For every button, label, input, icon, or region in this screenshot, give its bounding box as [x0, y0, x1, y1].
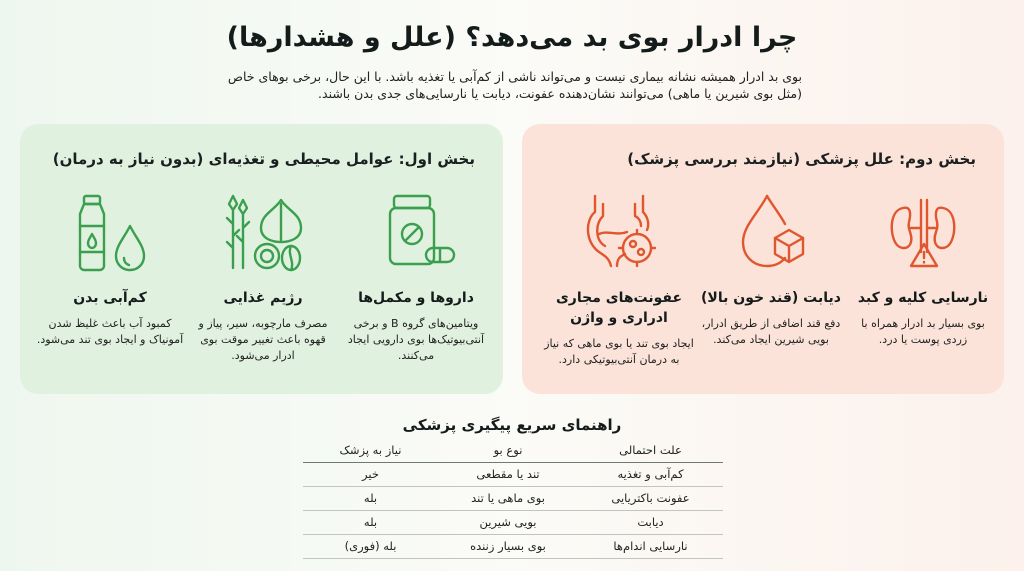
need-doctor-cell: بله — [303, 486, 438, 510]
medical-panel-title: بخش دوم: علل پزشکی (نیازمند بررسی پزشک) — [627, 150, 976, 168]
table-row — [303, 462, 723, 486]
table-row — [303, 510, 723, 534]
cause-description: بوی بسیار بد ادرار همراه با زردی پوست یا درد. — [861, 317, 985, 346]
cause-kidney-liver — [848, 190, 998, 348]
environmental-panel-title: بخش اول: عوامل محیطی و تغذیه‌ای (بدون نیاز به درمان) — [52, 150, 475, 168]
page-title: چرا ادرار بوی بد می‌دهد؟ (علل و هشدارها) — [226, 22, 798, 53]
pill-bottle-icon — [374, 190, 458, 274]
cause-description: ایجاد بوی تند یا بوی ماهی که نیاز به درمان آنتی‌بیوتیکی دارد. — [544, 337, 694, 366]
factor-medications — [341, 190, 491, 364]
column-header-smell: نوع بو — [438, 438, 578, 462]
cause-description: دفع قند اضافی از طریق ادرار، بویی شیرین ایجاد می‌کند. — [701, 317, 841, 346]
need-doctor-cell: خیر — [303, 462, 438, 486]
factor-diet — [188, 190, 338, 364]
cause-cell: عفونت باکتریایی — [578, 486, 723, 510]
kidney-warning-icon — [881, 190, 965, 274]
column-header-need-doctor: نیاز به پزشک — [303, 438, 438, 462]
guide-title: راهنمای سریع پیگیری پزشکی — [402, 416, 622, 434]
cause-title: عفونت‌های مجاری ادراری و واژن — [555, 290, 683, 326]
cause-cell: دیابت — [578, 510, 723, 534]
table-row — [303, 486, 723, 510]
factor-title: رژیم غذایی — [223, 290, 303, 306]
smell-cell: بوی ماهی یا تند — [438, 486, 578, 510]
cause-cell: نارسایی اندام‌ها — [578, 534, 723, 558]
medical-causes-panel — [522, 124, 1004, 394]
cause-uti — [544, 190, 694, 368]
smell-cell: بویی شیرین — [438, 510, 578, 534]
bladder-bacteria-icon — [577, 190, 661, 274]
factor-description: کمبود آب باعث غلیظ شدن آمونیاک و ایجاد بوی تند می‌شود. — [36, 317, 184, 346]
column-header-cause: علت احتمالی — [578, 438, 723, 462]
cause-diabetes — [696, 190, 846, 348]
factor-description: مصرف مارچوبه، سیر، پیاز و قهوه باعث تغییر موقت بوی ادرار می‌شود. — [198, 317, 328, 362]
table-row — [303, 534, 723, 558]
smell-cell: بوی بسیار زننده — [438, 534, 578, 558]
asparagus-garlic-coffee-icon — [221, 190, 305, 274]
factor-dehydration — [35, 190, 185, 348]
table-header-row — [303, 438, 723, 462]
follow-up-guide-table — [303, 438, 723, 559]
need-doctor-cell: بله — [303, 510, 438, 534]
cause-title: دیابت (قند خون بالا) — [701, 290, 841, 306]
environmental-factors-panel — [20, 124, 503, 394]
smell-cell: تند یا مقطعی — [438, 462, 578, 486]
factor-title: داروها و مکمل‌ها — [358, 290, 474, 306]
factor-title: کم‌آبی بدن — [73, 290, 147, 306]
need-doctor-cell: بله (فوری) — [303, 534, 438, 558]
cause-cell: کم‌آبی و تغذیه — [578, 462, 723, 486]
water-bottle-drop-icon — [68, 190, 152, 274]
cause-title: نارسایی کلیه و کبد — [857, 290, 989, 306]
intro-paragraph: بوی بد ادرار همیشه نشانه بیماری نیست و می‌تواند ناشی از کم‌آبی یا تغذیه باشد. با این حال، برخی بوهای خاص (مثل بوی شیرین یا ماهی) می‌توانند نشان‌دهنده عفونت، دیابت یا نارسایی‌های جدی بدن باشند. — [227, 69, 802, 101]
blood-drop-sugar-cube-icon — [729, 190, 813, 274]
factor-description: ویتامین‌های گروه B و برخی آنتی‌بیوتیک‌ها بوی دارویی ایجاد می‌کنند. — [347, 317, 485, 362]
